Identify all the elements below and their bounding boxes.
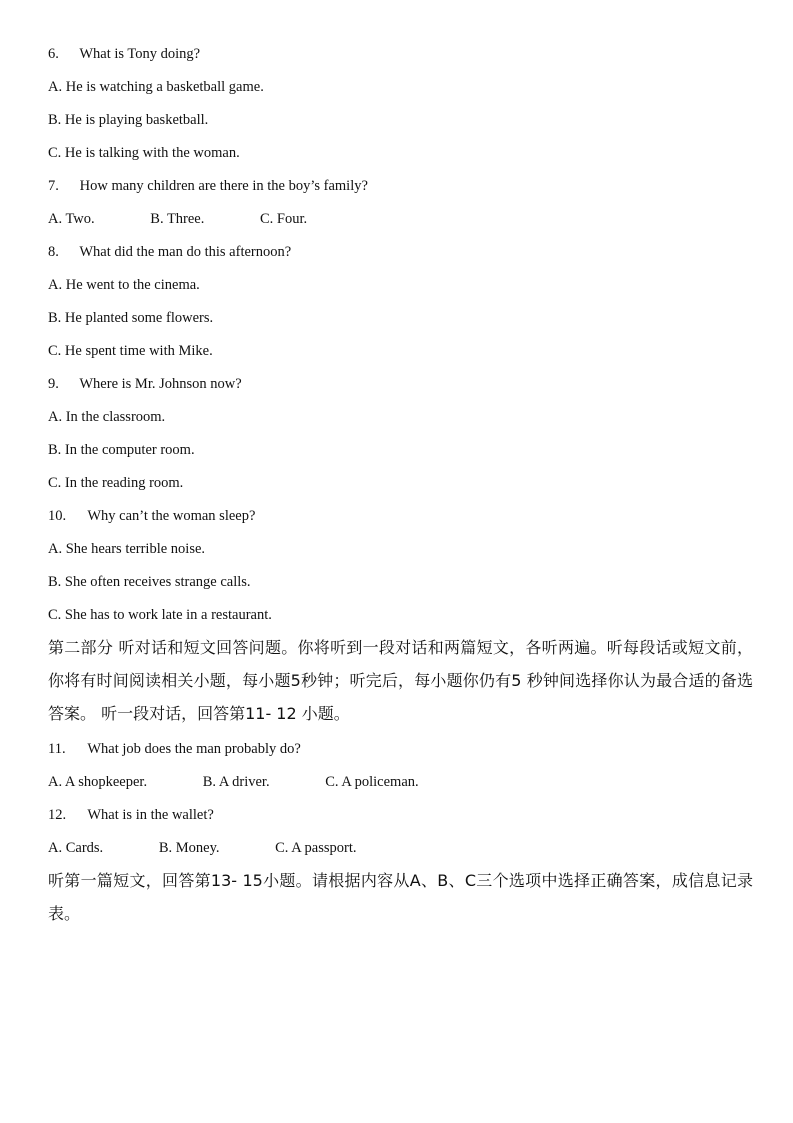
question-8 [48,242,291,262]
question-number: 6. [48,46,59,62]
question-11 [48,739,301,759]
question-10 [48,506,255,526]
option: A. Cards. [48,840,104,856]
option: A. He is watching a basketball game. [48,79,264,95]
options-row [48,838,357,858]
option: C. She has to work late in a restaurant. [48,607,272,623]
option: B. He is playing basketball. [48,112,209,128]
question-number: 9. [48,376,59,392]
question-7 [48,176,368,196]
question-number: 12. [48,807,67,823]
option: C. A policeman. [325,774,419,790]
option: A. She hears terrible noise. [48,541,206,557]
question-text: What did the man do this afternoon? [79,244,292,260]
option: C. A passport. [275,840,357,856]
question-text: How many children are there in the boy’s family? [79,178,368,194]
option: B. In the computer room. [48,442,195,458]
question-number: 7. [48,178,59,194]
question-text: What job does the man probably do? [87,741,301,757]
option: B. Money. [158,840,220,856]
question-text: Why can’t the woman sleep? [87,508,256,524]
option: C. In the reading room. [48,475,184,491]
question-6 [48,44,200,64]
option: A. In the classroom. [48,409,166,425]
option: A. Two. [48,211,95,227]
option: C. He spent time with Mike. [48,343,213,359]
option: B. She often receives strange calls. [48,574,251,590]
options-row [48,209,307,229]
question-number: 8. [48,244,59,260]
option: C. Four. [260,211,308,227]
option: A. He went to the cinema. [48,277,200,293]
option: B. A driver. [202,774,270,790]
question-text: What is Tony doing? [79,46,201,62]
question-9 [48,374,242,394]
option: C. He is talking with the woman. [48,145,240,161]
passage1-instructions: 听第一篇短文，回答第13- 15小题。请根据内容从A、B、C三个选项中选择正确答案，成信息记录表。 [48,871,753,923]
option: A. A shopkeeper. [48,774,148,790]
part2-instructions: 第二部分 听对话和短文回答问题。你将听到一段对话和两篇短文，各听两遍。听每段话或短文前，你将有时间阅读相关小题，每小题5秒钟；听完后，每小题你仍有5 秒钟间选择你认为最合适的备选答案。 听一段对话，回答第11- 12 小题。 [48,638,753,723]
question-text: Where is Mr. Johnson now? [79,376,242,392]
question-number: 11. [48,741,66,757]
option: B. He planted some flowers. [48,310,214,326]
options-row [48,772,419,792]
question-12 [48,805,214,825]
option: B. Three. [150,211,205,227]
question-text: What is in the wallet? [87,807,214,823]
question-number: 10. [48,508,67,524]
